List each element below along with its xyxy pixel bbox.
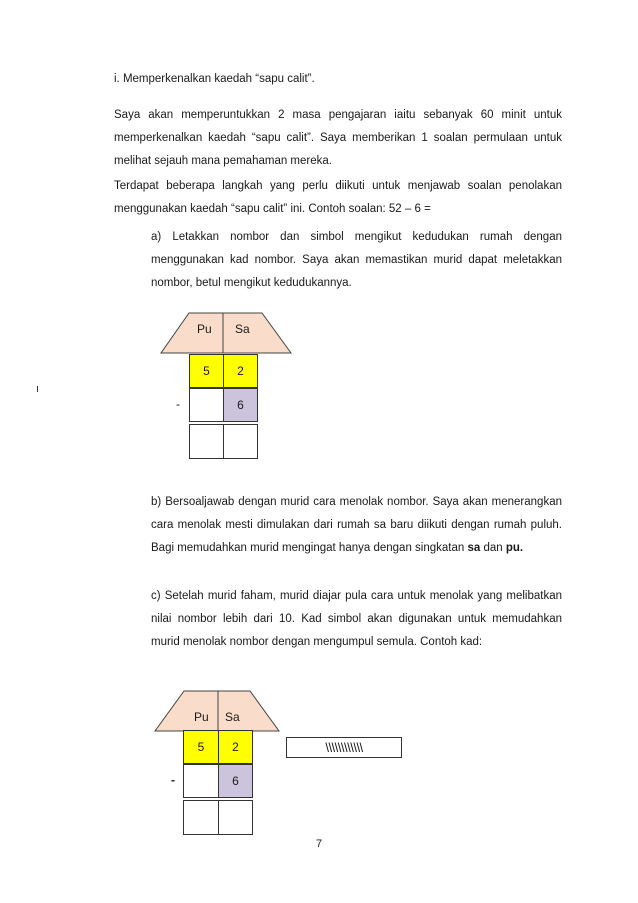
- house-roof-2: [154, 690, 280, 732]
- cell-answer-ones-2: [218, 800, 253, 835]
- label-pu-1: Pu: [197, 322, 212, 336]
- margin-mark: [37, 386, 38, 392]
- abbr-pu: pu.: [505, 542, 524, 554]
- house-roof-1: [160, 312, 292, 354]
- paragraph-intro: Saya akan memperuntukkan 2 masa pengajaran iaitu sebanyak 60 minit untuk memperkenalkan kaedah “sapu calit”. Saya memberikan 1 soalan permulaan untuk melihat sejauh mana pemahaman mereka.: [114, 109, 562, 167]
- label-sa-2: Sa: [225, 710, 240, 724]
- step-b: b) Bersoaljawab dengan murid cara menolak nombor. Saya akan menerangkan cara menolak mesti dimulakan dari rumah sa baru diikuti dengan rumah puluh. Bagi memudahkan murid mengingat hanya dengan singkatan sa dan pu.: [151, 496, 562, 554]
- cell-bottom-ones-1: 6: [223, 388, 258, 422]
- label-sa-1: Sa: [235, 322, 250, 336]
- step-c: c) Setelah murid faham, murid diajar pula cara untuk menolak yang melibatkan nilai nombor lebih dari 10. Kad simbol akan digunakan untuk memudahkan murid menolak nombor dengan mengumpul semula. Contoh kad:: [151, 590, 562, 648]
- cell-bottom-ones-2: 6: [218, 764, 253, 798]
- section-heading: i. Memperkenalkan kaedah “sapu calit”.: [114, 73, 315, 85]
- cell-top-tens-2: 5: [183, 730, 219, 764]
- cell-top-tens-1: 5: [189, 354, 224, 388]
- cell-answer-ones-1: [223, 424, 258, 459]
- cell-bottom-tens-2: [183, 764, 219, 798]
- cell-top-ones-1: 2: [223, 354, 258, 388]
- cell-answer-tens-2: [183, 800, 219, 835]
- cell-answer-tens-1: [189, 424, 224, 459]
- cell-top-ones-2: 2: [218, 730, 253, 764]
- hatched-symbol-card: \\\\\\\\\\\\: [286, 737, 402, 758]
- abbr-sa: sa: [467, 542, 481, 554]
- minus-sign-1: -: [176, 397, 180, 411]
- page-number: 7: [315, 838, 323, 850]
- label-pu-2: Pu: [194, 710, 209, 724]
- step-a: a) Letakkan nombor dan simbol mengikut kedudukan rumah dengan menggunakan kad nombor. Saya akan memastikan murid dapat meletakkan nombor, betul mengikut kedudukannya.: [151, 231, 562, 289]
- cell-bottom-tens-1: [189, 388, 224, 422]
- paragraph-steps: Terdapat beberapa langkah yang perlu diikuti untuk menjawab soalan penolakan menggunakan kaedah “sapu calit” ini. Contoh soalan: 52 – 6 =: [114, 180, 562, 215]
- minus-sign-2: -: [171, 773, 175, 787]
